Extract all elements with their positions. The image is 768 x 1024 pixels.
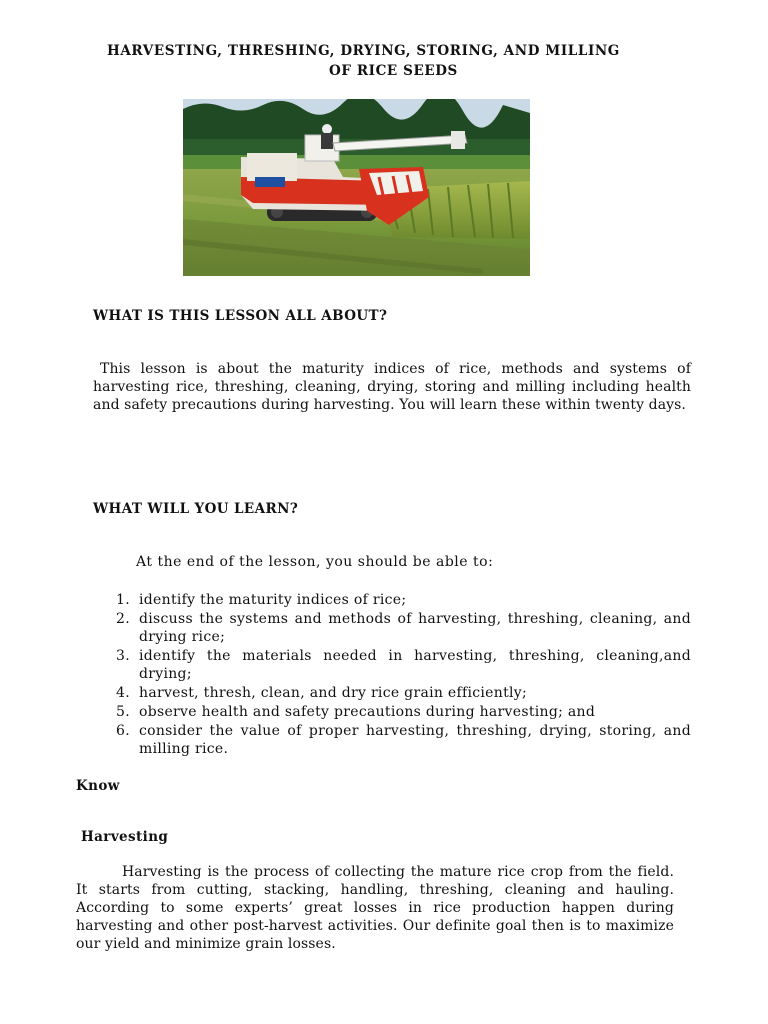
objective-text: identify the maturity indices of rice; bbox=[139, 592, 407, 608]
objective-item bbox=[116, 722, 691, 758]
learn-section-intro: At the end of the lesson, you should be able to: bbox=[136, 554, 494, 570]
lesson-section-paragraph: This lesson is about the maturity indices of rice, methods and systems of harvesting rice, threshing, cleaning, drying, storing and milling including health and safety precautions during harvesting. You will learn these within twenty days. bbox=[93, 361, 691, 413]
objective-text: consider the value of proper harvesting, threshing, drying, storing, and milling rice. bbox=[139, 723, 691, 757]
objective-item bbox=[116, 610, 691, 646]
objective-item bbox=[116, 647, 691, 683]
objective-item bbox=[116, 684, 691, 702]
objective-number: 5. bbox=[116, 704, 130, 720]
objective-text: identify the materials needed in harvesting, threshing, cleaning,and drying; bbox=[139, 648, 691, 682]
objective-text: harvest, thresh, clean, and dry rice grain efficiently; bbox=[139, 685, 528, 701]
objective-text: discuss the systems and methods of harvesting, threshing, cleaning, and drying rice; bbox=[139, 611, 691, 645]
harvesting-subheading: Harvesting bbox=[81, 829, 169, 845]
objective-number: 6. bbox=[116, 723, 130, 739]
learn-section-heading: WHAT WILL YOU LEARN? bbox=[93, 501, 299, 517]
objective-number: 2. bbox=[116, 611, 130, 627]
combine-harvester-photo bbox=[183, 99, 530, 276]
objectives-list bbox=[116, 591, 691, 759]
objective-number: 4. bbox=[116, 685, 130, 701]
document-title-line-2: OF RICE SEEDS bbox=[329, 63, 458, 79]
lesson-section-heading: WHAT IS THIS LESSON ALL ABOUT? bbox=[93, 308, 388, 324]
objective-number: 1. bbox=[116, 592, 130, 608]
know-section-heading: Know bbox=[76, 778, 120, 794]
objective-text: observe health and safety precautions during harvesting; and bbox=[139, 704, 596, 720]
harvesting-paragraph: Harvesting is the process of collecting the mature rice crop from the field. It starts from cutting, stacking, handling, threshing, cleaning and hauling. According to some experts’ great losses in rice production happen during harvesting and other post-harvest activities. Our definite goal then is to maximize our yield and minimize grain losses. bbox=[76, 864, 674, 952]
objective-item bbox=[116, 591, 691, 609]
objective-number: 3. bbox=[116, 648, 130, 664]
document-title-line-1: HARVESTING, THRESHING, DRYING, STORING, AND MILLING bbox=[107, 43, 620, 59]
objective-item bbox=[116, 703, 691, 721]
